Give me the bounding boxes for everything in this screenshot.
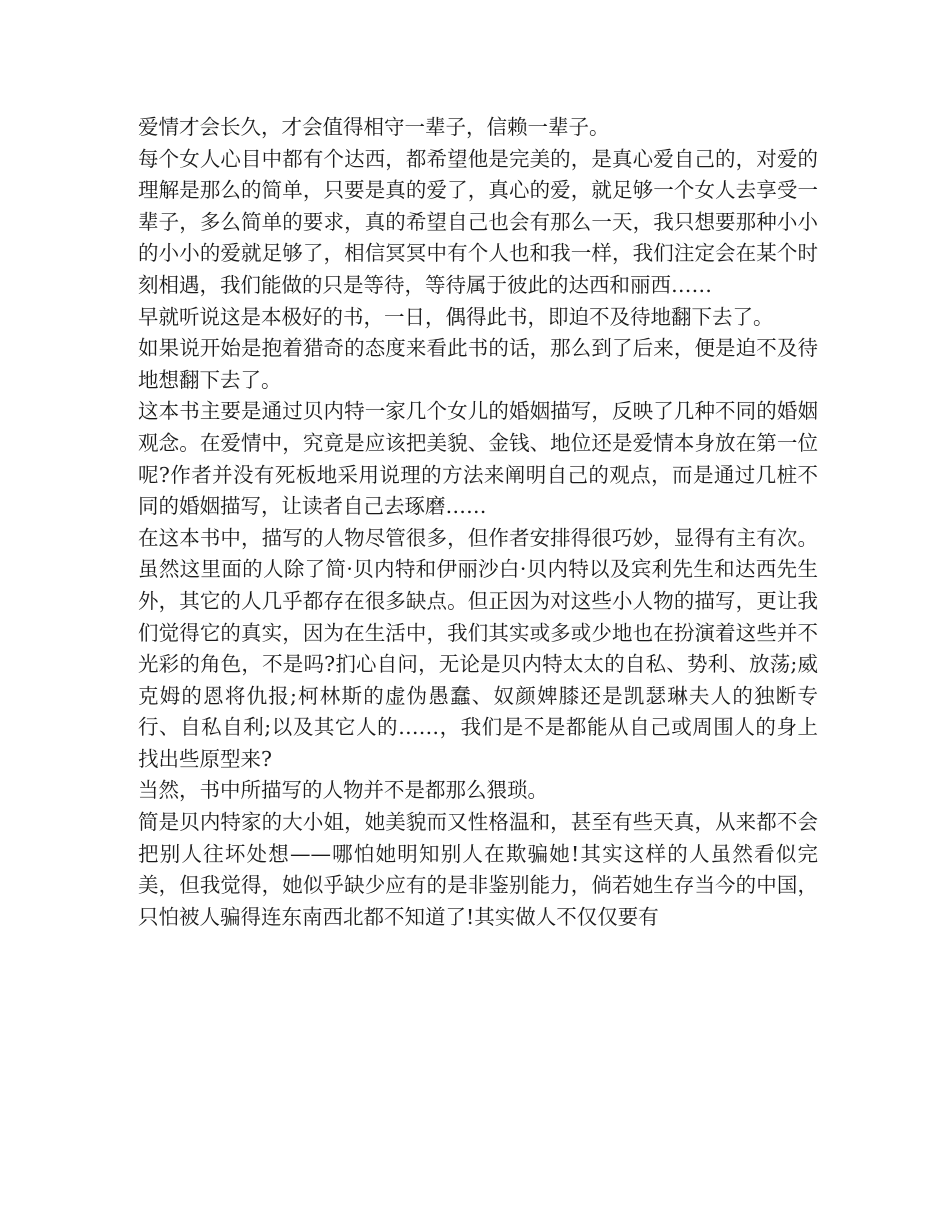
paragraph: 在这本书中，描写的人物尽管很多，但作者安排得很巧妙，显得有主有次。虽然这里面的人除了简·贝内特和伊丽沙白·贝内特以及宾利先生和达西先生外，其它的人几乎都存在很多缺点。但正因为对这些小人物的描写，更让我们觉得它的真实，因为在生活中，我们其实或多或少地也在扮演着这些并不光彩的角色，不是吗?扪心自问，无论是贝内特太太的自私、势利、放荡;威克姆的恩将仇报;柯林斯的虚伪愚蠢、奴颜婢膝还是凯瑟琳夫人的独断专行、自私自利;以及其它人的……，我们是不是都能从自己或周围人的身上找出些原型来? xyxy=(138,525,818,771)
paragraph: 如果说开始是抱着猎奇的态度来看此书的话，那么到了后来，便是迫不及待地想翻下去了。 xyxy=(138,336,818,392)
paragraph: 简是贝内特家的大小姐，她美貌而又性格温和，甚至有些天真，从来都不会把别人往坏处想——哪怕她明知别人在欺骗她!其实这样的人虽然看似完美，但我觉得，她似乎缺少应有的是非鉴别能力，倘若她生存当今的中国，只怕被人骗得连东南西北都不知道了!其实做人不仅仅要有 xyxy=(138,810,818,929)
paragraph: 爱情才会长久，才会值得相守一辈子，信赖一辈子。 xyxy=(138,115,610,139)
document-body xyxy=(138,112,818,933)
paragraph: 每个女人心目中都有个达西，都希望他是完美的，是真心爱自己的，对爱的理解是那么的简单，只要是真的爱了，真心的爱，就足够一个女人去享受一辈子，多么简单的要求，真的希望自己也会有那么一天，我只想要那种小小的小小的爱就足够了，相信冥冥中有个人也和我一样，我们注定会在某个时刻相遇，我们能做的只是等待，等待属于彼此的达西和丽西…… xyxy=(138,146,818,297)
paragraph: 当然，书中所描写的人物并不是都那么猥琐。 xyxy=(138,778,548,803)
paragraph: 早就听说这是本极好的书，一日，偶得此书，即迫不及待地翻下去了。 xyxy=(138,304,774,329)
paragraph: 这本书主要是通过贝内特一家几个女儿的婚姻描写，反映了几种不同的婚姻观念。在爱情中，究竟是应该把美貌、金钱、地位还是爱情本身放在第一位呢?作者并没有死板地采用说理的方法来阐明自己的观点，而是通过几桩不同的婚姻描写，让读者自己去琢磨…… xyxy=(138,399,818,519)
